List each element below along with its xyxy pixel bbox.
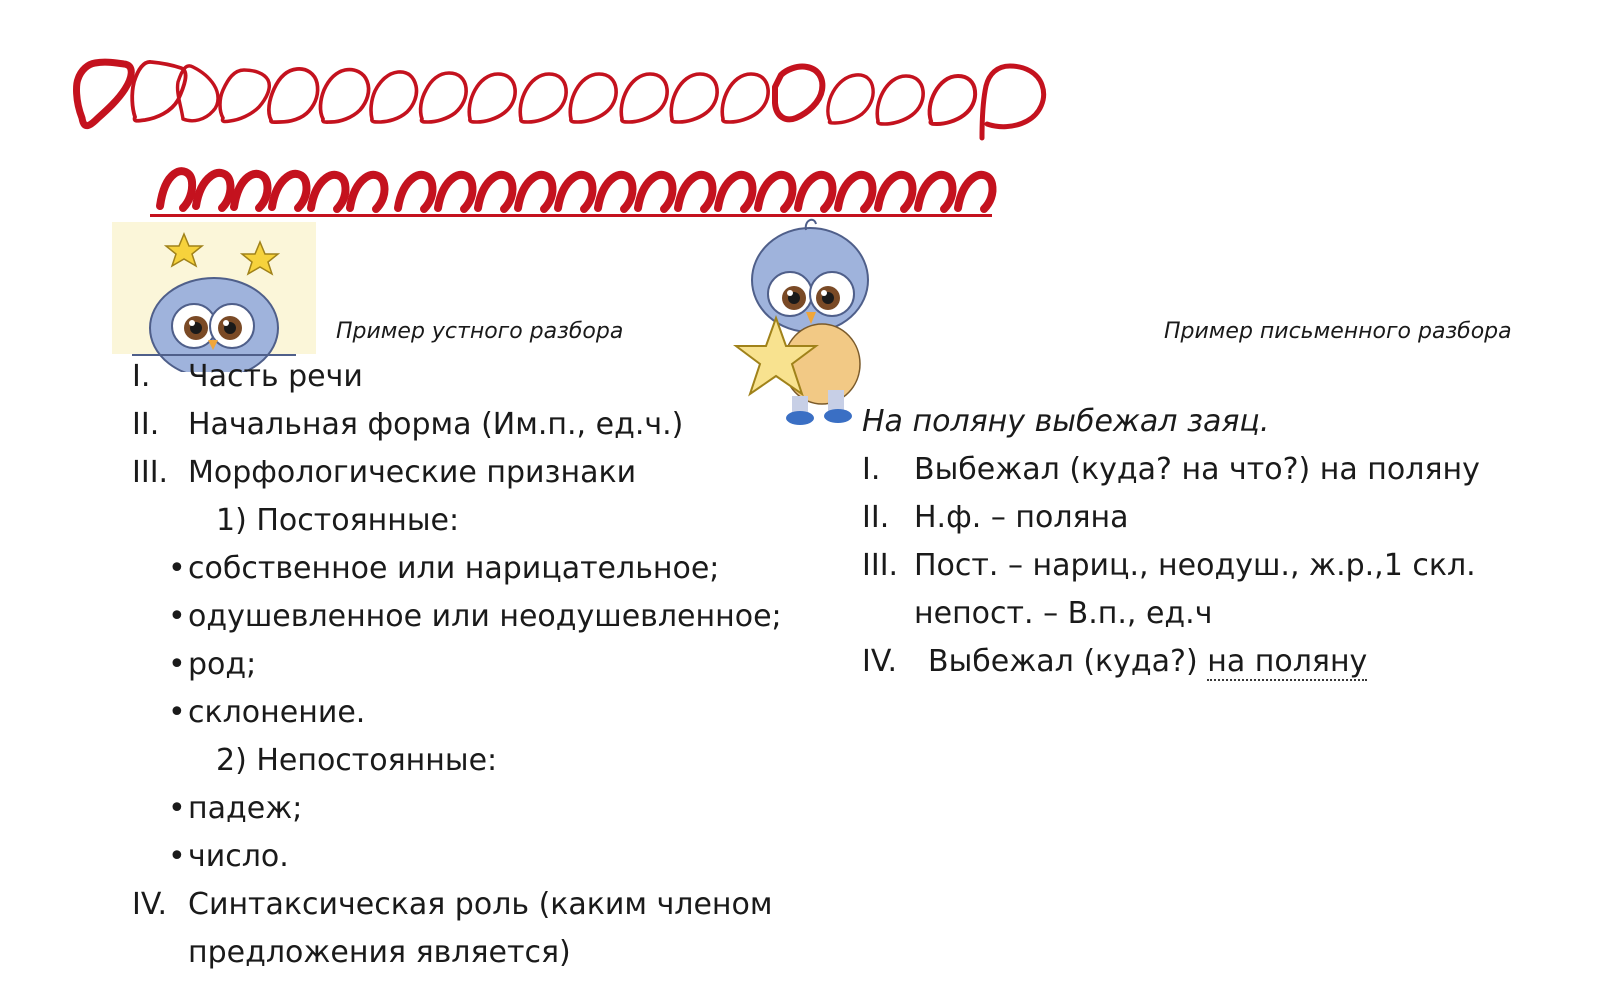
roman-numeral: IV. — [862, 644, 898, 679]
roman-numeral: III. — [132, 455, 169, 490]
caption-written-example: Пример письменного разбора — [1164, 319, 1512, 344]
item-text: Выбежал (куда?) — [928, 644, 1208, 679]
item-text: Выбежал (куда? на что?) на поляну — [914, 452, 1480, 487]
roman-numeral: II. — [132, 407, 160, 442]
roman-numeral: I. — [132, 359, 151, 394]
list-item — [862, 638, 1480, 686]
item-text: собственное или нарицательное; — [188, 551, 720, 586]
list-item — [862, 542, 1480, 590]
title-main — [70, 48, 1070, 158]
sublist-heading: 2) Непостоянные: — [216, 743, 498, 778]
owl-with-stars-icon — [112, 222, 316, 372]
item-text: Начальная форма (Им.п., ед.ч.) — [188, 407, 684, 442]
underlined-adverbial: на поляну — [1207, 644, 1368, 679]
roman-numeral: IV. — [132, 887, 168, 922]
list-item — [132, 449, 782, 497]
item-text: Пост. – нариц., неодуш., ж.р.,1 скл. — [914, 548, 1476, 583]
item-text: Н.ф. – поляна — [914, 500, 1129, 535]
caption-oral-example: Пример устного разбора — [336, 319, 624, 344]
item-text: Синтаксическая роль (каким членом — [188, 887, 773, 922]
roman-numeral: III. — [862, 548, 899, 583]
item-text: падеж; — [188, 791, 303, 826]
bullet-icon: • — [168, 647, 186, 682]
list-item — [132, 881, 782, 929]
item-text: Часть речи — [188, 359, 363, 394]
list-item — [862, 446, 1480, 494]
bullet-item — [132, 833, 782, 881]
bullet-item — [132, 689, 782, 737]
roman-numeral: II. — [862, 500, 890, 535]
list-item — [862, 494, 1480, 542]
list-item — [132, 353, 782, 401]
oral-parsing-list — [132, 353, 782, 977]
bullet-icon: • — [168, 599, 186, 634]
bullet-item — [132, 641, 782, 689]
title-sub — [150, 158, 1010, 222]
bullet-item — [132, 545, 782, 593]
written-parsing-list — [862, 398, 1480, 686]
example-sentence: На поляну выбежал заяц. — [862, 404, 1270, 439]
item-text: склонение. — [188, 695, 366, 730]
item-text: число. — [188, 839, 289, 874]
bullet-item — [132, 593, 782, 641]
item-text: одушевленное или неодушевленное; — [188, 599, 782, 634]
bullet-icon: • — [168, 551, 186, 586]
item-text: род; — [188, 647, 257, 682]
item-text: Морфологические признаки — [188, 455, 637, 490]
title-sub-script-lettering — [150, 158, 1010, 222]
bullet-icon: • — [168, 791, 186, 826]
title-main-script-lettering — [70, 48, 1070, 158]
list-item-continuation: непост. – В.п., ед.ч — [914, 596, 1213, 631]
list-item — [132, 401, 782, 449]
bullet-icon: • — [168, 695, 186, 730]
sublist-heading: 1) Постоянные: — [216, 503, 460, 538]
bullet-item — [132, 785, 782, 833]
list-item-continuation: предложения является) — [188, 935, 571, 970]
bullet-icon: • — [168, 839, 186, 874]
roman-numeral: I. — [862, 452, 881, 487]
